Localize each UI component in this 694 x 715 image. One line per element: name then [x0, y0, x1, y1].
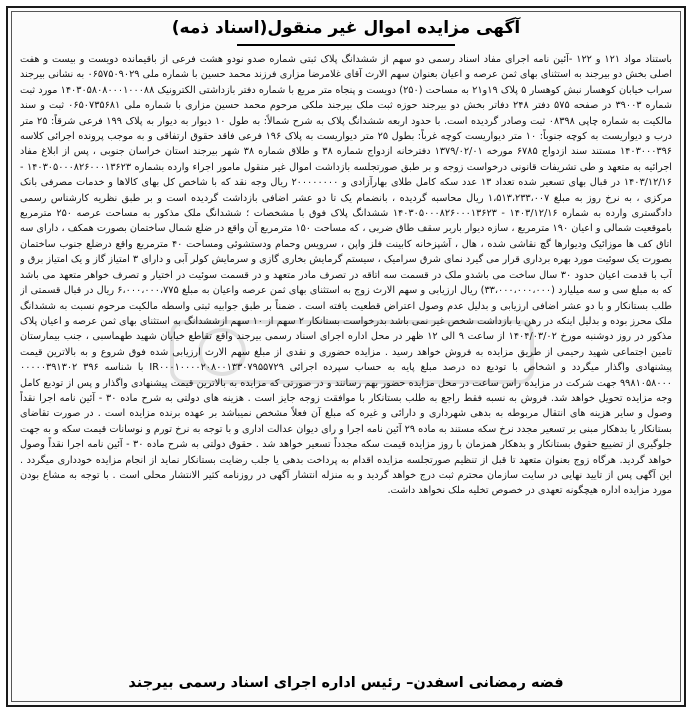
notice-body-paragraph: باستناد مواد ۱۲۱ و ۱۲۲ -آئین نامه اجرای مفاد اسناد رسمی دو سهم از ششدانگ پلاک ثبتی شماره صدو نودو هشت فرعی از باقیمانده دویست و بیست و هفت اصلی بخش دو بیرجند به استثنای بهای ثمن عرصه و اعیان بعنوان سهم الارث آقای غلامرضا مزاری فرزند محمد حسین با شماره ملی ۰۶۵۷۵۰۹۰۲۹ به نشانی بیرجند سراب خیابان کوهسار نبش کوهسار ۵ پلاک ۱۹و۲۱ به مساحت (۲۵۰) دویست و پنجاه متر مربع با شماره دفتر بازداشتی الکترونیک ۱۴۰۳۰۵۸۰۸۰۰۰۱۰۰۰۸۸ مورد ثبت شماره ۳۹۰۰۳ در صفحه ۵۷۵ دفتر ۲۴۸ دفاتر بخش دو بیرجند حوزه ثبت ملک بیرجند ملکی مرحوم محمد حسین مزاری با شماره ملی ۰۶۵۰۷۳۵۶۸۱ ثبت و سند مالکیت به شماره چاپی ۰۸۳۹۸ ثبت وصادر گردیده است. با حدود اربعه ششدانگ پلاک به شرح شمالاً: به طول ۱۰ دیوار به دیوار به پلاک ۱۹۹ فرعی شرقاً: ۲۵ متر درب و دیواریست به کوچه جنوباً: ۱۰ متر دیواریست کوچه غرباً: بطول ۲۵ متر دیواریست به پلاک ۱۹۶ فرعی فاقد حقوق ارتفاقی و به موجب پرونده اجرائی کلاسه ۱۴۰۳۰۰۰۳۹۶ مستند سند ازدواج ۶۷۸۵ مورخه ۱۳۷۹/۰۲/۰۱ دفترخانه ازدواج شماره ۳۸ و طلاق شماره ۳۸ شهر بیرجند استان خراسان جنوبی ، پس از ابلاغ مفاد اجرائیه به متعهد و طی تشریفات قانونی درخواست زوجه و بر طبق صورتجلسه بازداشت اموال غیر منقول مامور اجراء وارده بشماره ۱۴۰۳۰۵۰۰۰۸۲۶۰۰۰۱۳۶۲۳ - ۱۴۰۳/۱۲/۱۶ در قبال بهای تسعیر شده تعداد ۱۳ عدد سکه کامل طلای بهارآزادی و ۲۰۰۰۰۰۰۰۰ ریال وجه نقد که با شاخص کل بهای کالاها و خدمات مصرفی بانک مرکزی ، به نرخ روز به مبلغ ۱،۵۱۳،۲۳۳،۰۰۷ ریال محاسبه گردیده ، بانضمام یک تا دو عشر اضافی بازداشت گردیده است و بر طبق نظریه کارشناس رسمی دادگستری وارده به شماره ۱۴۰۳/۱۲/۱۶ - ۱۴۰۳۰۵۰۰۰۸۲۶۰۰۰۱۳۶۲۳ ششدانگ پلاک فوق با مشخصات ؛ ششدانگ ملک مذکور به مساحت عرصه ۲۵۰ مترمربع باموقعیت شمالی و اعیان ۱۹۰ مترمربع ، سازه دیوار باربر سقف طاق ضربی ، که مساحت ۱۵۰ مترمربع آن واقع در ضلع شمال ساختمان بصورت همکف ، دارای سه اتاق کف ها موزائیک ودیوارها گچ نقاشی شده ، هال ، آشپزخانه کابینت فلز واپن ، سرویس وحمام ودستشوئی ومساحت ۴۰ مترمربع واقع درضلع جنوب ساختمان بصورت یک سوئیت مورد بهره برداری قرار می گیرد نمای شرق سرامیک ، سیستم گرمایش بخاری گازی و سرمایش کولر آبی و دارای ۳ امتیاز گاز و یک امتیاز برق و آب با قدمت اعیان حدود ۳۰ سال ساخت می باشدو ملک در قسمت سه اتاقه در تصرف مادر متعهد و در قسمت سوئیت در اختیار و تصرف خواهر متعهد می باشد که به مبلغ سی و سه میلیارد (۳۳،۰۰۰،۰۰۰،۰۰۰) ریال ارزیابی و سهم الارث زوج به استثنای بهای ثمن عرصه واعیان به مبلغ ۶،۰۰۰،۰۰۰،۷۷۵ ریال در قبال قسمتی از طلب بستانکار و با دو عشر اضافی ارزیابی و بدلیل عدم وصول اعتراض قطعیت یافته است . ضمناً بر طبق جوابیه ثبتی واسطه مالکیت مرحوم نسبت به ششدانگ ملک محرز بوده و بدلیل اینکه در رهن یا بازداشت شخص غیر نمی باشد بدرخواست بستانکار ۲ سهم از ۱۰ سهم ازششدانگ به استثنای بهای ثمن عرصه و اعیان پلاک مذکور در روز دوشنبه مورخ ۱۴۰۴/۰۳/۰۲ از ساعت ۹ الی ۱۲ ظهر در محل اداره اجرای اسناد رسمی بیرجند واقع تقاطع خیابان شهید طهماسبی ، جنب بیمارستان تامین اجتماعی شهید رحیمی از طریق مزایده به فروش خواهد رسید . مزایده حضوری و نقدی از مبلغ سهم الارث ارزیابی شده فوق شروع و به بالاترین قیمت پیشنهادی واگذار میگردد و اشخاص با تودیع ده درصد مبلغ پایه به حساب سپرده اجرائی IR۰۰۰۱۰۰۰۰۲۰۸۰۰۱۳۳۰۷۹۵۵۷۲۹ با شناسه ۳۹۶ ۰۰۰۰۰۳۹۱۳۰۲ ۹۹۸۱۰۵۸۰۰۰ جهت شرکت در مزایده راس ساعت در محل مزایده حضور بهم رسانند و در صورتی که مزایده به بالاترین قیمت پیشنهادی واگذار و پس از تودیع کامل وجه مزایده تحویل خواهد شد. فروش به نسبه فقط راجع به طلب بستانکار با موافقت زوجه جایز است . هزینه های دولتی به شرح ماده ۳۰ - آئین نامه اجرا نقداً وصول و سایر هزینه های انتقال مربوطه به بدهی شهرداری و دارائی و غیره که مبلغ آن فعلاً مشخص نمیباشد بر عهده برنده مزایده است . در صورت تقاضای بستانکار یا بدهکار مبنی بر تسعیر مجدد نرخ سکه مستند به ماده ۲۹ آئین نامه اجرا و رای دیوان عدالت اداری و با توجه به نرخ تورم و نوسانات قیمت سکه و به جهت جلوگیری از تضییع حقوق بستانکار و بدهکار همزمان با روز مزایده قیمت سکه مجدداً تسعیر خواهد شد . حقوق دولتی به شرح ماده ۳۰ - آئین نامه اجرا نقداً وصول خواهد گردید. هرگاه زوج بعنوان متعهد تا قبل از تنظیم صورتجلسه مزایده اقدام به پرداخت بدهی یا جلب رضایت بستانکار نماید از انجام مزایده خودداری میگردد . این آگهی پس از تایید نهایی در سایت سازمان محترم ثبت درج خواهد گردید و به منزله انتشار آگهی در روزنامه کثیر الانتشار محلی است . با توجه به مشاع بودن مورد مزایده اداره هیچگونه تعهدی در خصوص تخلیه ملک نخواهد داشت.	[20, 54, 672, 497]
title-underline	[237, 44, 455, 46]
notice-frame	[6, 6, 686, 707]
notice-title: آگهی مزایده اموال غیر منقول(اسناد ذمه)	[171, 18, 521, 38]
notice-inner-border	[11, 11, 681, 702]
signature-line: فضه رمضانی اسفدن– رئیس اداره اجرای اسناد رسمی بیرجند	[128, 675, 564, 691]
